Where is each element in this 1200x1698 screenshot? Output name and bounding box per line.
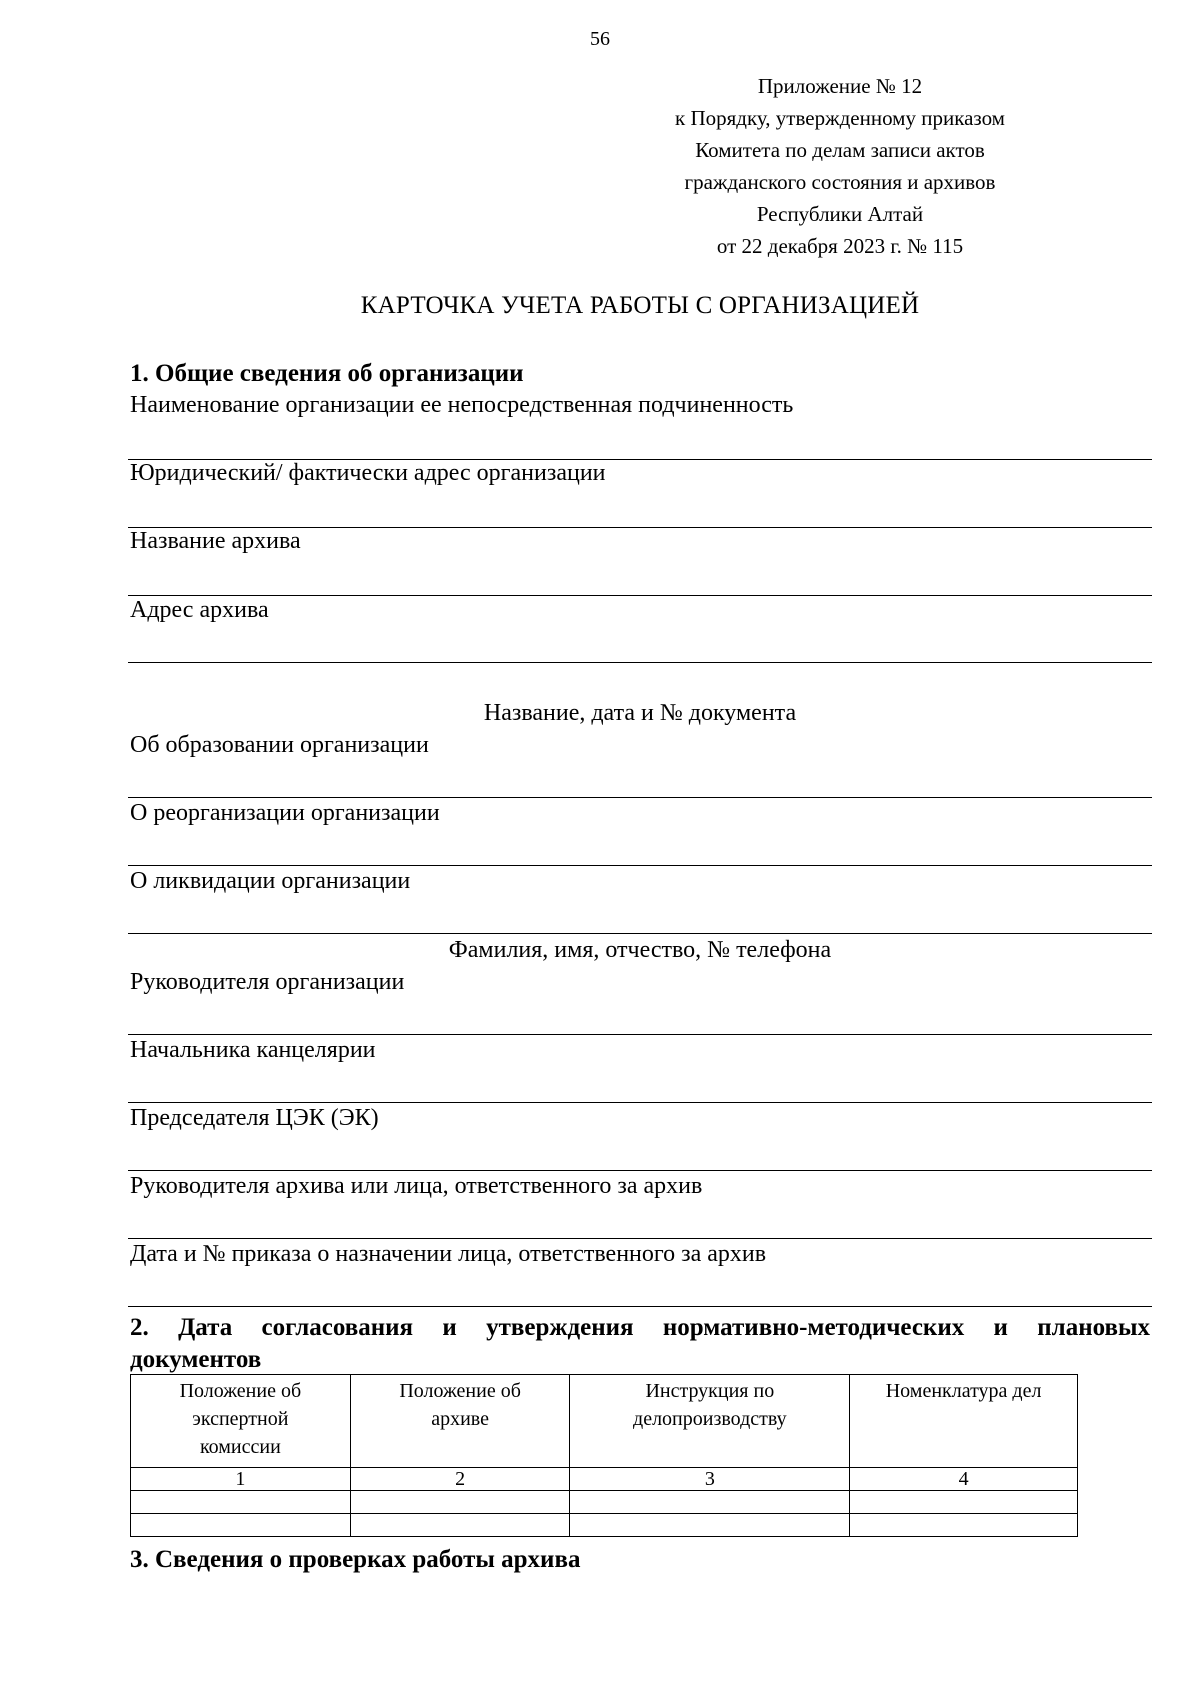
order-label: Дата и № приказа о назначении лица, ответственного за архив (130, 1241, 767, 1267)
table-header-cell (850, 1375, 1078, 1468)
header-text: Положение об (399, 1380, 521, 1402)
commission-chair-line[interactable] (128, 1170, 1152, 1171)
appendix-line: к Порядку, утвержденному приказом (675, 106, 1005, 130)
documents-header: Название, дата и № документа (483, 700, 797, 726)
header-text: Положение об (179, 1380, 302, 1402)
header-text: делопроизводству (633, 1408, 787, 1430)
section1-heading: 1. Общие сведения об организации (130, 360, 524, 387)
header-text: экспертной (192, 1408, 289, 1430)
table-cell[interactable] (131, 1491, 351, 1514)
table-cell[interactable] (850, 1514, 1078, 1537)
commission-chair-label: Председателя ЦЭК (ЭК) (130, 1105, 379, 1131)
org-head-line[interactable] (128, 1034, 1152, 1035)
org-head-label: Руководителя организации (130, 969, 405, 995)
table-cell[interactable] (131, 1514, 351, 1537)
reorganization-label: О реорганизации организации (130, 800, 440, 826)
table-cell[interactable] (570, 1491, 850, 1514)
section2-heading-line1: 2. Дата согласования и утверждения нормативно-методических и плановых (130, 1314, 1150, 1341)
header-text: комиссии (199, 1436, 281, 1458)
archive-address-label: Адрес архива (130, 597, 269, 623)
appendix-line: от 22 декабря 2023 г. № 115 (716, 234, 964, 258)
archive-head-label: Руководителя архива или лица, ответственного за архив (130, 1173, 703, 1199)
order-line[interactable] (128, 1306, 1152, 1307)
header-text: архиве (431, 1408, 489, 1430)
table-row (131, 1514, 1078, 1537)
table-header-cell (350, 1375, 570, 1468)
approval-table (130, 1374, 1078, 1537)
table-header-cell (570, 1375, 850, 1468)
liquidation-line[interactable] (128, 933, 1152, 934)
section2-heading-line2: документов (130, 1346, 262, 1373)
column-number: 2 (350, 1468, 570, 1491)
appendix-block (630, 70, 1050, 262)
liquidation-label: О ликвидации организации (130, 868, 411, 894)
table-header-row (131, 1375, 1078, 1468)
table-number-row (131, 1468, 1078, 1491)
archive-name-line[interactable] (128, 595, 1152, 596)
archive-address-line[interactable] (128, 662, 1152, 663)
org-address-label: Юридический/ фактически адрес организации (130, 460, 606, 486)
formation-line[interactable] (128, 797, 1152, 798)
archive-head-line[interactable] (128, 1238, 1152, 1239)
archive-name-label: Название архива (130, 528, 301, 554)
appendix-line: Республики Алтай (756, 202, 924, 226)
section2-heading (130, 1312, 1150, 1376)
reorganization-line[interactable] (128, 865, 1152, 866)
column-number: 3 (570, 1468, 850, 1491)
table-header-cell (131, 1375, 351, 1468)
formation-label: Об образовании организации (130, 732, 429, 758)
table-row (131, 1491, 1078, 1514)
column-number: 1 (131, 1468, 351, 1491)
table-cell[interactable] (850, 1491, 1078, 1514)
table-cell[interactable] (350, 1491, 570, 1514)
page-number: 56 (590, 28, 610, 50)
column-number: 4 (850, 1468, 1078, 1491)
org-name-label: Наименование организации ее непосредственная подчиненность (130, 392, 794, 418)
document-title: КАРТОЧКА УЧЕТА РАБОТЫ С ОРГАНИЗАЦИЕЙ (360, 292, 920, 319)
header-text: Номенклатура дел (885, 1380, 1042, 1402)
table-cell[interactable] (570, 1514, 850, 1537)
header-text: Инструкция по (645, 1380, 775, 1402)
persons-header: Фамилия, имя, отчество, № телефона (448, 937, 832, 963)
office-chief-line[interactable] (128, 1102, 1152, 1103)
office-chief-label: Начальника канцелярии (130, 1037, 376, 1063)
appendix-line: Комитета по делам записи актов (695, 138, 985, 162)
appendix-line: Приложение № 12 (757, 74, 923, 98)
table-cell[interactable] (350, 1514, 570, 1537)
appendix-line: гражданского состояния и архивов (684, 170, 996, 194)
section3-heading: 3. Сведения о проверках работы архива (130, 1546, 581, 1573)
